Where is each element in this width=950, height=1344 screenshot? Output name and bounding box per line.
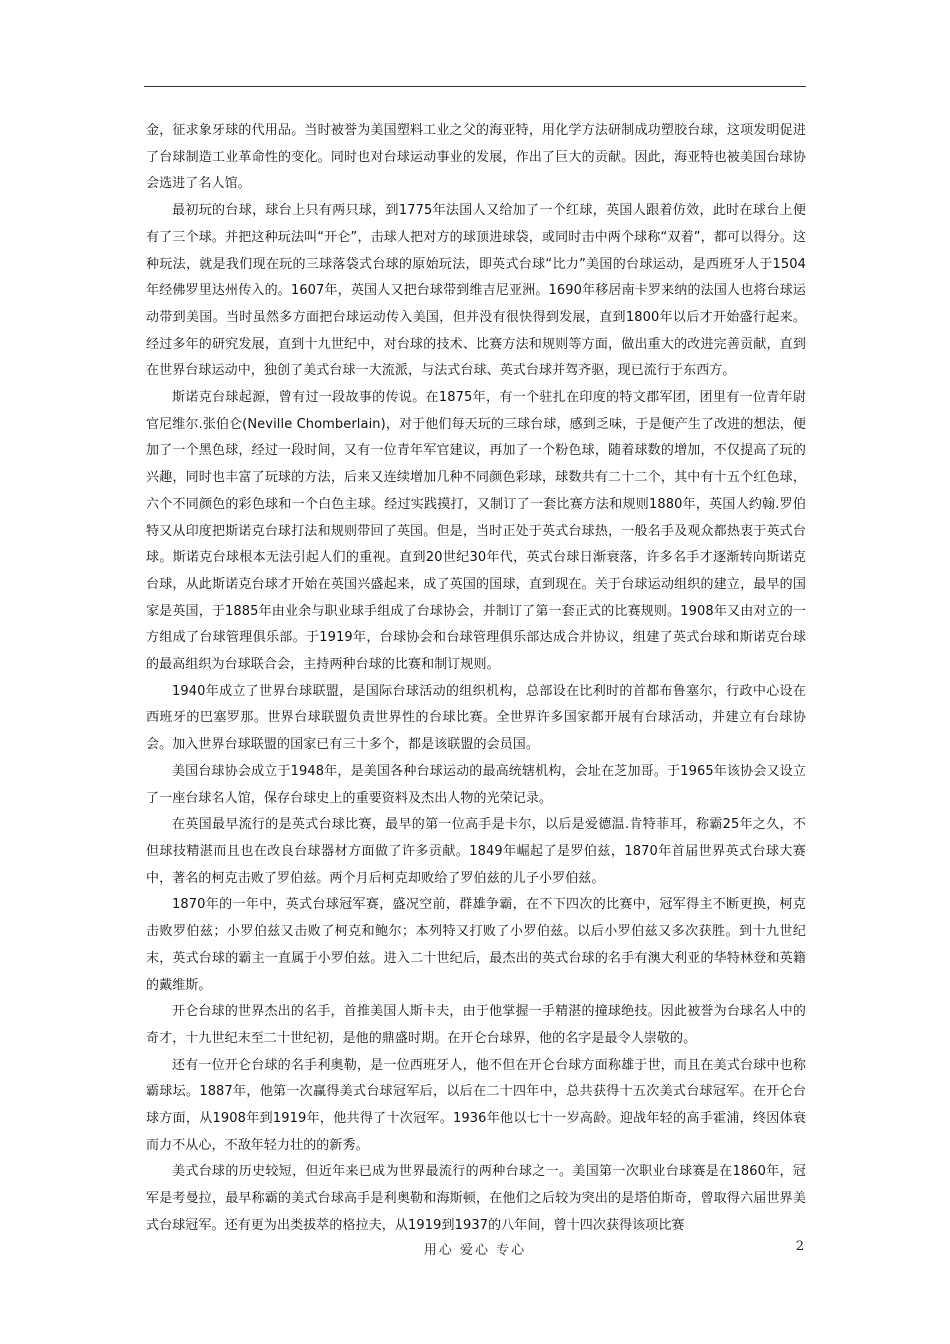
paragraph-4: 1940年成立了世界台球联盟，是国际台球活动的组织机构，总部设在比利时的首都布鲁塞尔，行政中心设在西班牙的巴塞罗那。世界台球联盟负责世界性的台球比赛。全世界许多国家都开展有台球活动，并建立有台球协会。加入世界台球联盟的国家已有三十多个，都是该联盟的会员国。 <box>146 683 806 753</box>
paragraph-3: 斯诺克台球起源，曾有过一段故事的传说。在1875年，有一个驻扎在印度的特文郡军团，团里有一位青年尉官尼维尔.张伯仑(Neville Chomberlain)，对于他们每天玩的三球台球，感到乏味，于是便产生了改进的想法，便加了一个黑色球，经过一段时间，又有一位青年军官建议，再加了一个粉色球，随着球数的增加，不仅提高了玩的兴趣，同时也丰富了玩球的方法，后来又连续增加几种不同颜色彩球，球数共有二十二个，其中有十五个红色球，六个不同颜色的彩色球和一个白色主球。经过实践摸打，又制订了一套比赛方法和规则1880年，英国人约翰.罗伯特又从印度把斯诺克台球打法和规则带回了英国。但是，当时正处于英式台球热，一般名手及观众都热衷于英式台球。斯诺克台球根本无法引起人们的重视。直到20世纪30年代，英式台球日渐衰落，许多名手才逐渐转向斯诺克台球，从此斯诺克台球才开始在英国兴盛起来，成了英国的国球，直到现在。关于台球运动组织的建立，最早的国家是英国，于1885年由业余与职业球手组成了台球协会，并制订了第一套正式的比赛规则。1908年又由对立的一方组成了台球管理俱乐部。于1919年，台球协会和台球管理俱乐部达成合并协议，组建了英式台球和斯诺克台球的最高组织为台球联合会，主持两种台球的比赛和制订规则。 <box>146 390 806 673</box>
paragraph-7: 1870年的一年中，英式台球冠军赛，盛况空前，群雄争霸，在不下四次的比赛中，冠军得主不断更换，柯克击败罗伯兹；小罗伯兹又击败了柯克和鲍尔；本列特又打败了小罗伯兹。以后小罗伯兹又多次获胜。到十九世纪末，英式台球的霸主一直属于小罗伯兹。进入二十世纪后，最杰出的英式台球的名手有澳大利亚的华特林登和英籍的戴维斯。 <box>146 897 806 993</box>
paragraph-5: 美国台球协会成立于1948年，是美国各种台球运动的最高统辖机构，会址在芝加哥。于1965年该协会又设立了一座台球名人馆，保存台球史上的重要资料及杰出人物的光荣记录。 <box>146 763 806 806</box>
paragraph-6: 在英国最早流行的是英式台球比赛，最早的第一位高手是卡尔，以后是爱德温.肯特菲耳，称霸25年之久，不但球技精湛而且也在改良台球器材方面做了许多贡献。1849年崛起了是罗伯兹，1870年首届世界英式台球大赛中，著名的柯克击败了罗伯兹。两个月后柯克却败给了罗伯兹的儿子小罗伯兹。 <box>146 817 806 886</box>
paragraph-1: 金，征求象牙球的代用品。当时被誉为美国塑料工业之父的海亚特，用化学方法研制成功塑胶台球，这项发明促进了台球制造工业革命性的变化。同时也对台球运动事业的发展，作出了巨大的贡献。因此，海亚特也被美国台球协会选进了名人馆。 <box>146 123 806 192</box>
paragraph-8: 开仑台球的世界杰出的名手，首推美国人斯卡夫，由于他掌握一手精湛的撞球绝技。因此被誉为台球名人中的奇才，十九世纪末至二十世纪初，是他的鼎盛时期。在开仑台球界，他的名字是最令人崇敬的。 <box>146 1004 806 1046</box>
page-number: 2 <box>795 1239 804 1254</box>
paragraph-9: 还有一位开仑台球的名手利奥勒，是一位西班牙人，他不但在开仑台球方面称雄于世，而且在美式台球中也称霸球坛。1887年，他第一次赢得美式台球冠军后，以后在二十四年中，总共获得十五次美式台球冠军。在开仑台球方面，从1908年到1919年，他共得了十次冠军。1936年他以七十一岁高龄。迎战年轻的高手霍浦，终因体衰而力不从心，不敌年轻力壮的的新秀。 <box>146 1057 806 1153</box>
footer-motto: 用心 爱心 专心 <box>423 1243 527 1258</box>
document-body <box>146 118 806 1240</box>
paragraph-2: 最初玩的台球，球台上只有两只球，到1775年法国人又给加了一个红球，英国人跟着仿效，此时在球台上便有了三个球。并把这种玩法叫“开仑”，击球人把对方的球顶进球袋，或同时击中两个球称“双着”，都可以得分。这种玩法，就是我们现在玩的三球落袋式台球的原始玩法，即英式台球“比力”美国的台球运动，是西班牙人于1504年经佛罗里达州传入的。1607年，英国人又把台球带到维吉尼亚洲。1690年移居南卡罗来纳的法国人也将台球运动带到美国。当时虽然多方面把台球运动传入美国，但并没有很快得到发展，直到1800年以后才开始盛行起来。经过多年的研究发展，直到十九世纪中，对台球的技术、比赛方法和规则等方面，做出重大的改进完善贡献，直到在世界台球运动中，独创了美式台球一大流派，与法式台球、英式台球并驾齐驱，现已流行于东西方。 <box>146 203 806 379</box>
header-rule <box>144 86 806 87</box>
paragraph-10: 美式台球的历史较短，但近年来已成为世界最流行的两种台球之一。美国第一次职业台球赛是在1860年，冠军是考曼拉，最早称霸的美式台球高手是利奥勒和海斯顿，在他们之后较为突出的是塔伯斯奇，曾取得六届世界美式台球冠军。还有更为出类拔萃的格拉夫，从1919到1937的八年间，曾十四次获得该项比赛 <box>146 1164 806 1233</box>
